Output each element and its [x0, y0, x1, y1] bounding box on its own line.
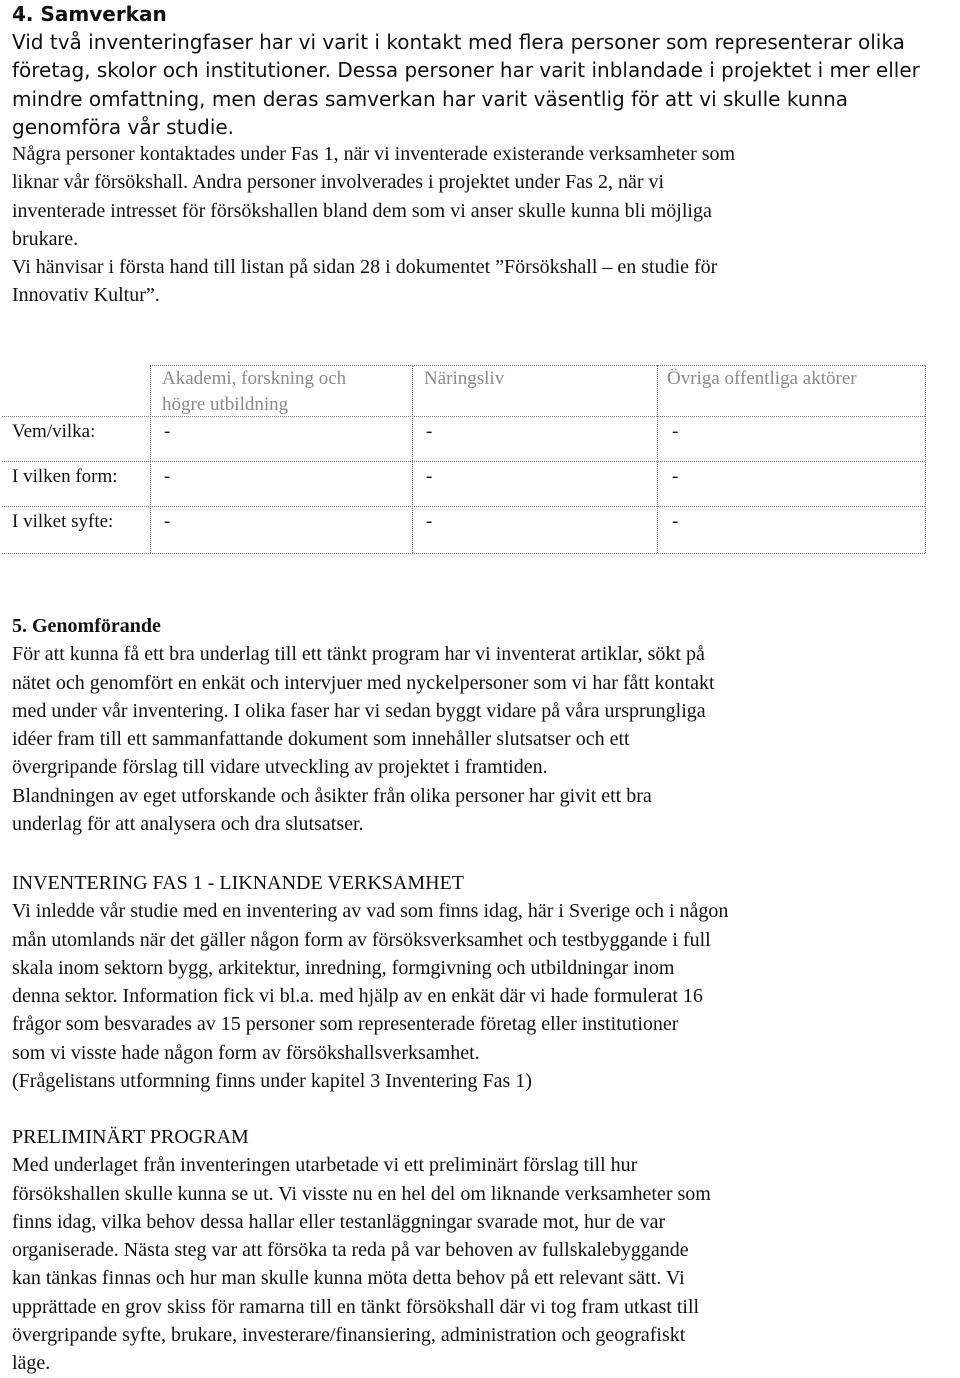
- contacts-line: Innovativ Kultur”.: [12, 284, 160, 307]
- section-5-line: nätet och genomfört en enkät och intervjuer med nyckelpersoner som vi har fått kontakt: [12, 671, 715, 694]
- cell-value: -: [672, 421, 679, 442]
- contacts-paragraph: [12, 140, 958, 310]
- section-5-line: underlag för att analysera och dra slutsatser.: [12, 813, 364, 836]
- cell-value: -: [164, 511, 171, 532]
- cell-value: -: [164, 421, 171, 442]
- section-5-line: övergripande förslag till vidare utveckling av projektet i framtiden.: [12, 756, 548, 779]
- inventering-line: Vi inledde vår studie med en inventering av vad som finns idag, här i Sverige och i någon: [12, 900, 729, 923]
- section-5: [12, 612, 958, 838]
- cell-value: -: [672, 466, 679, 487]
- section-4-heading: 4. Samverkan: [12, 2, 167, 26]
- row-label-form: I vilken form:: [12, 466, 118, 487]
- header-ovriga: Övriga offentliga aktörer: [667, 368, 857, 389]
- header-naringsliv: Näringsliv: [424, 368, 505, 389]
- header-akademi: Akademi, forskning och: [162, 368, 347, 389]
- inventering-line: frågor som besvarades av 15 personer som representerade företag eller institutioner: [12, 1013, 679, 1036]
- row-label-syfte: I vilket syfte:: [12, 511, 114, 532]
- cell-value: -: [164, 466, 171, 487]
- cell-value: -: [672, 511, 679, 532]
- contacts-line: Vi hänvisar i första hand till listan på sidan 28 i dokumentet ”Försökshall – en studie för: [12, 256, 718, 279]
- preliminart-line: läge.: [12, 1352, 51, 1375]
- table-rule: [925, 365, 926, 553]
- contacts-line: brukare.: [12, 227, 79, 250]
- preliminart-line: finns idag, vilka behov dessa hallar eller testanläggningar svarade mot, hur de var: [12, 1210, 666, 1233]
- row-label-vem: Vem/vilka:: [12, 421, 96, 442]
- preliminart-heading: PRELIMINÄRT PROGRAM: [12, 1126, 249, 1148]
- inventering-heading: INVENTERING FAS 1 - LIKNANDE VERKSAMHET: [12, 872, 465, 894]
- preliminart-line: försökshallen skulle kunna se ut. Vi visste nu en hel del om liknande verksamheter som: [12, 1182, 711, 1205]
- cell-value: -: [426, 511, 433, 532]
- inventering-line: mån utomlands när det gäller någon form av försöksverksamhet och testbyggande i full: [12, 928, 711, 951]
- section-5-heading: 5. Genomförande: [12, 615, 161, 637]
- contacts-line: Några personer kontaktades under Fas 1, när vi inventerade existerande verksamheter som: [12, 143, 736, 165]
- table-rule: [2, 506, 925, 507]
- preliminart-line: kan tänkas finnas och hur man skulle kunna möta detta behov på ett relevant sätt. Vi: [12, 1267, 685, 1290]
- inventering-line: skala inom sektorn bygg, arkitektur, inredning, formgivning och utbildningar inom: [12, 956, 675, 979]
- table-rule: [2, 553, 925, 554]
- table-rule: [657, 365, 658, 553]
- inventering-line: (Frågelistans utformning finns under kapitel 3 Inventering Fas 1): [12, 1070, 532, 1093]
- inventering-line: som vi visste hade någon form av försökshallsverksamhet.: [12, 1041, 480, 1064]
- preliminart-line: organiserade. Nästa steg var att försöka ta reda på var behoven av fullskalebyggande: [12, 1239, 689, 1262]
- section-5-line: idéer fram till ett sammanfattande dokument som innehåller slutsatser och ett: [12, 728, 630, 751]
- contacts-line: liknar vår försökshall. Andra personer involverades i projektet under Fas 2, när vi: [12, 171, 665, 194]
- section-4-line: Vid två inventeringfaser har vi varit i kontakt med flera personer som representerar olika: [12, 30, 905, 55]
- table-rule: [2, 461, 925, 462]
- cell-value: -: [426, 466, 433, 487]
- section-5-line: med under vår inventering. I olika faser har vi sedan byggt vidare på våra ursprungliga: [12, 699, 706, 722]
- preliminart-line: övergripande syfte, brukare, investerare/finansiering, administration och geografiskt: [12, 1324, 686, 1347]
- inventering-line: denna sektor. Information fick vi bl.a. med hjälp av en enkät där vi hade formulerat 16: [12, 985, 703, 1008]
- section-5-line: Blandningen av eget utforskande och åsikter från olika personer har givit ett bra: [12, 784, 652, 807]
- section-4: [12, 0, 958, 141]
- inventering-section: [12, 869, 958, 1095]
- collaboration-table: [0, 360, 930, 555]
- section-5-line: För att kunna få ett bra underlag till ett tänkt program har vi inventerat artiklar, sökt på: [12, 643, 705, 666]
- preliminart-line: upprättade en grov skiss för ramarna till en tänkt försökshall där vi tog fram utkast till: [12, 1295, 700, 1318]
- section-4-line: företag, skolor och institutioner. Dessa personer har varit inblandade i projektet i mer eller: [12, 58, 920, 83]
- table-rule: [2, 416, 925, 417]
- preliminart-line: Med underlaget från inventeringen utarbetade vi ett preliminärt förslag till hur: [12, 1154, 638, 1177]
- section-4-line: genomföra vår studie.: [12, 114, 235, 139]
- section-4-line: mindre omfattning, men deras samverkan har varit väsentlig för att vi skulle kunna: [12, 86, 849, 111]
- preliminart-section: [12, 1123, 958, 1378]
- header-akademi-cont: högre utbildning: [162, 394, 289, 415]
- contacts-line: inventerade intresset för försökshallen bland dem som vi anser skulle kunna bli möjliga: [12, 199, 712, 222]
- table-rule: [150, 365, 151, 553]
- cell-value: -: [426, 421, 433, 442]
- table-rule: [412, 365, 413, 553]
